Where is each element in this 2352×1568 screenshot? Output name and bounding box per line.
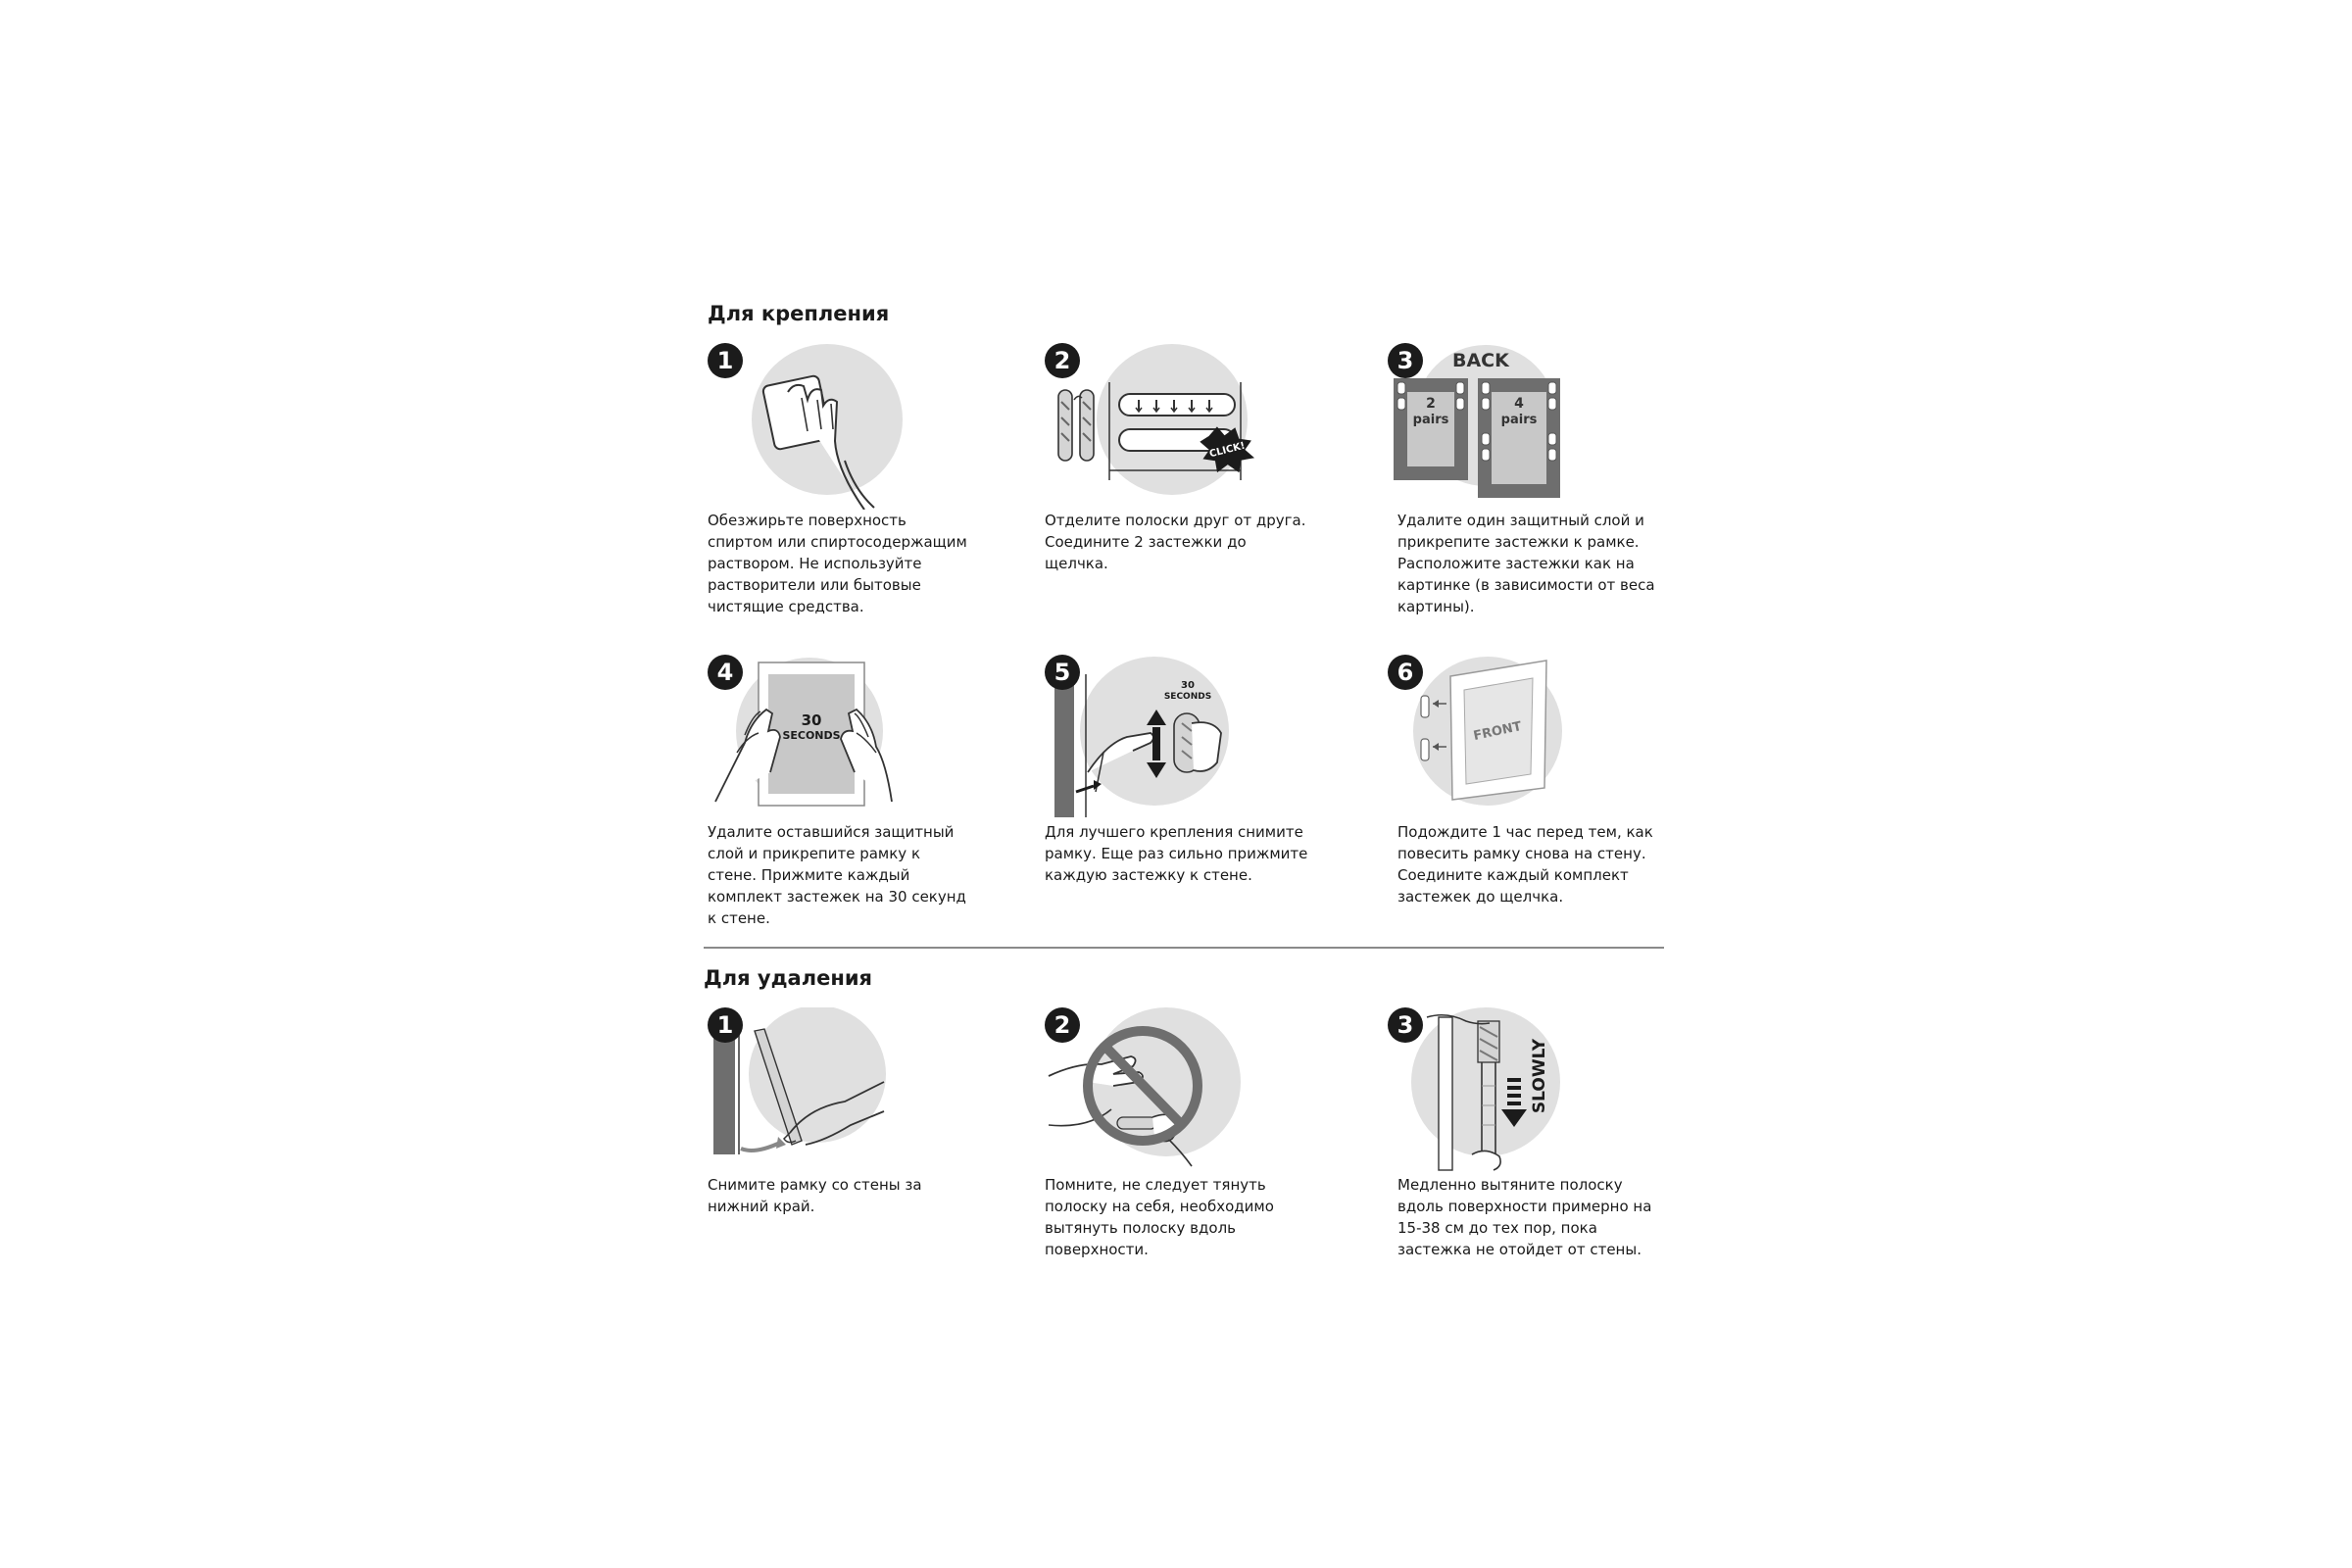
mount-step-4-illustration [708, 655, 1002, 821]
mount-step-2-number: 2 [1045, 343, 1080, 378]
mount-step-6-caption: Подождите 1 час перед тем, как повесить рамку снова на стену. Соедините каждый комплект застежек до щелчка. [1397, 823, 1653, 906]
wipe-surface-icon [708, 343, 1002, 510]
mount-step-2-caption: Отделите полоски друг от друга. Соедините 2 застежки до щелчка. [1045, 512, 1306, 572]
right-frame-count: 4 [1514, 396, 1524, 412]
time-value-label-4: 30 [801, 711, 822, 729]
removal-step-2-caption: Помните, не следует тянуть полоску на себя, необходимо вытянуть полоску вдоль поверхности. [1045, 1176, 1274, 1258]
mount-step-1-illustration [708, 343, 1002, 510]
slowly-label: SLOWLY [1530, 1038, 1549, 1114]
section-divider [704, 947, 1664, 949]
removal-step-3-caption: Медленно вытяните полоску вдоль поверхности примерно на 15-38 см до тех пор, пока застежка не отойдет от стены. [1397, 1176, 1652, 1258]
mount-step-4-caption: Удалите оставшийся защитный слой и прикрепите рамку к стене. Прижмите каждый комплект застежек на 30 секунд к стене. [708, 823, 966, 927]
remove-frame-from-wall-icon [708, 1007, 1002, 1174]
removal-step-1-illustration [708, 1007, 1002, 1174]
removal-step-1-number: 1 [708, 1007, 743, 1043]
mount-step-1 [708, 343, 1002, 617]
removal-step-1 [708, 1007, 1002, 1217]
click-label: CLICK! [1208, 440, 1247, 461]
pull-strip-slowly-icon [1388, 1007, 1682, 1174]
mount-step-3-number: 3 [1388, 343, 1423, 378]
mount-step-4 [708, 655, 1002, 929]
back-label: BACK [1452, 350, 1509, 371]
removal-step-2-number: 2 [1045, 1007, 1080, 1043]
left-frame-count: 2 [1426, 396, 1436, 412]
mount-step-6-illustration [1388, 655, 1682, 821]
press-frame-to-wall-icon [708, 655, 1002, 821]
frame-back-placement-icon [1388, 343, 1682, 510]
removal-step-3 [1388, 1007, 1682, 1260]
mount-step-4-number: 4 [708, 655, 743, 690]
mount-step-5-number: 5 [1045, 655, 1080, 690]
mount-step-3-caption: Удалите один защитный слой и прикрепите застежки к рамке. Расположите застежки как на картинке (в зависимости от веса картины). [1397, 512, 1655, 615]
rehang-frame-icon [1388, 655, 1682, 821]
mount-step-5-illustration [1045, 655, 1339, 821]
mount-step-5 [1045, 655, 1339, 886]
connect-fasteners-icon [1045, 343, 1339, 510]
mount-step-6-number: 6 [1388, 655, 1423, 690]
mount-step-1-caption: Обезжирьте поверхность спиртом или спиртосодержащим раствором. Не используйте растворители или бытовые чистящие средства. [708, 512, 967, 615]
mount-step-3 [1388, 343, 1682, 617]
removal-step-2-illustration [1045, 1007, 1339, 1174]
left-frame-unit: pairs [1412, 413, 1449, 427]
removal-section-title: Для удаления [704, 966, 873, 990]
time-unit-label-5: SECONDS [1163, 692, 1212, 702]
mount-step-6 [1388, 655, 1682, 907]
removal-step-3-number: 3 [1388, 1007, 1423, 1043]
mount-step-2-illustration [1045, 343, 1339, 510]
press-fastener-again-icon [1045, 655, 1339, 821]
do-not-pull-icon [1045, 1007, 1339, 1174]
removal-step-3-illustration [1388, 1007, 1682, 1174]
mount-section-title: Для крепления [708, 302, 890, 325]
front-label: FRONT [1472, 718, 1523, 744]
time-value-label-5: 30 [1181, 680, 1195, 691]
mount-step-1-number: 1 [708, 343, 743, 378]
mount-step-5-caption: Для лучшего крепления снимите рамку. Еще раз сильно прижмите каждую застежку к стене. [1045, 823, 1308, 884]
mount-step-2 [1045, 343, 1339, 574]
right-frame-unit: pairs [1500, 413, 1538, 427]
removal-step-1-caption: Снимите рамку со стены за нижний край. [708, 1176, 922, 1215]
removal-step-2 [1045, 1007, 1339, 1260]
mount-step-3-illustration [1388, 343, 1682, 510]
time-unit-label-4: SECONDS [782, 729, 841, 742]
